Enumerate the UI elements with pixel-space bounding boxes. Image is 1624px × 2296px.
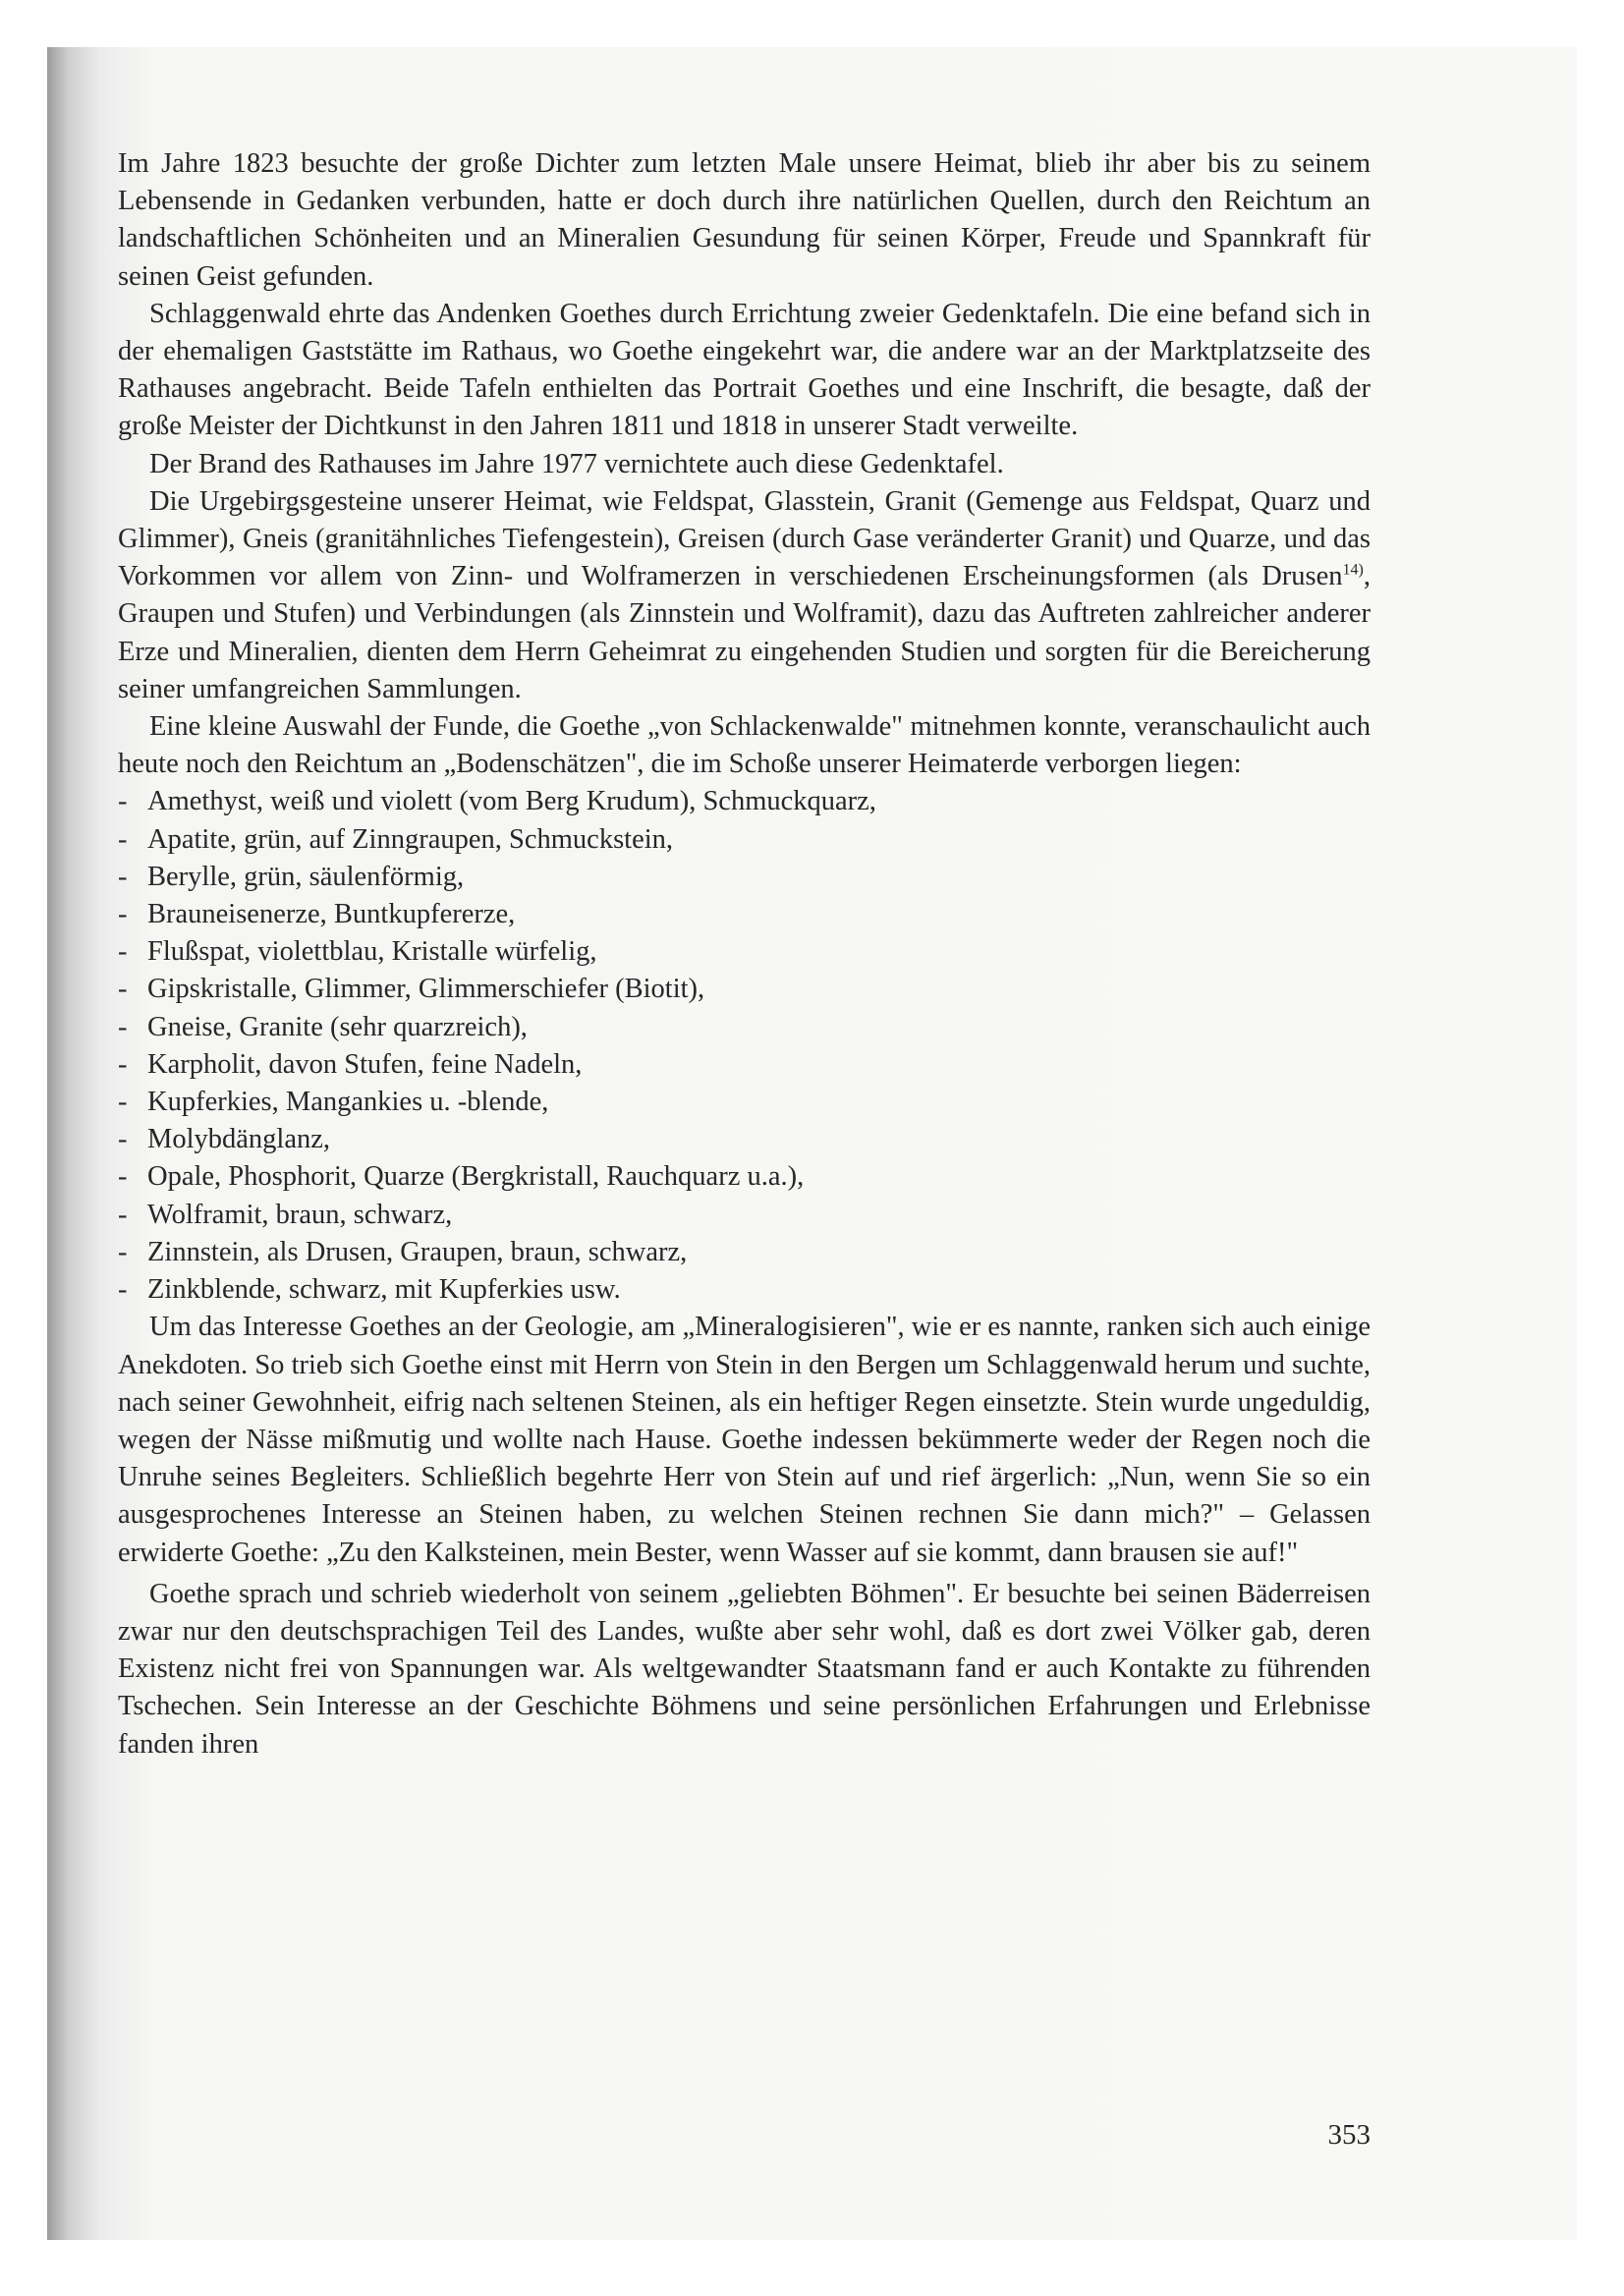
list-item-text: Zinnstein, als Drusen, Graupen, braun, schwarz, (147, 1236, 688, 1267)
list-item-text: Gipskristalle, Glimmer, Glimmerschiefer (Biotit), (147, 974, 705, 1005)
list-dash: - (118, 1199, 128, 1230)
list-dash: - (118, 1124, 128, 1155)
page-body (118, 145, 1371, 1764)
list-dash: - (118, 823, 128, 855)
paragraph-town-hall-fire: Der Brand des Rathauses im Jahre 1977 vernichtete auch diese Gedenktafel. (149, 448, 1004, 479)
page-number: 353 (1327, 2119, 1371, 2151)
paragraph-beloved-bohemia: Goethe sprach und schrieb wiederholt von seinem „geliebten Böhmen". Er besuchte bei seinen Bäderreisen zwar nur den deutschsprachigen Teil des Landes, wußte aber sehr wohl, daß es dort zwei Völker gab, deren Existenz nicht frei von Spannungen war. Als weltgewandter Staatsmann fand er auch Kontakte zu führenden Tschechen. Sein Interesse an der Geschichte Böhmens und seine persönlichen Erfahrungen und Erlebnisse fanden ihren (118, 1578, 1371, 1760)
list-item (118, 1197, 1371, 1234)
list-dash: - (118, 861, 128, 892)
list-item-text: Gneise, Granite (sehr quarzreich), (147, 1011, 528, 1042)
list-item-text: Brauneisenerze, Buntkupfererze, (147, 899, 516, 930)
list-item (118, 971, 1371, 1008)
list-item-text: Molybdänglanz, (147, 1124, 331, 1155)
list-item-text: Amethyst, weiß und violett (vom Berg Krudum), Schmuckquarz, (147, 786, 876, 817)
list-dash: - (118, 974, 128, 1005)
list-item-text: Kupferkies, Mangankies u. -blende, (147, 1087, 549, 1118)
list-item (118, 1234, 1371, 1271)
list-item-text: Berylle, grün, säulenförmig, (147, 861, 465, 892)
list-item-text: Zinkblende, schwarz, mit Kupferkies usw. (147, 1274, 621, 1306)
list-dash: - (118, 899, 128, 930)
list-item (118, 1046, 1371, 1084)
list-item (118, 1084, 1371, 1121)
list-dash: - (118, 786, 128, 817)
footnote-marker: 14) (1342, 561, 1364, 579)
list-dash: - (118, 1274, 128, 1306)
list-item (118, 821, 1371, 859)
paragraph-goethe-anecdote: Um das Interesse Goethes an der Geologie, am „Mineralogisieren", wie er es nannte, ranken sich auch einige Anekdoten. So trieb sich Goethe einst mit Herrn von Stein in den Bergen um Schlaggenwald herum und suchte, nach seiner Gewohnheit, eifrig nach seltenen Steinen, als ein heftiger Regen einsetzte. Stein wurde ungeduldig, wegen der Nässe mißmutig und wollte nach Hause. Goethe indessen bekümmerte weder der Regen noch die Unruhe seines Begleiters. Schließlich begehrte Herr von Stein auf und rief ärgerlich: „Nun, wenn Sie so ein ausgesprochenes Interesse an Steinen haben, zu welchen Steinen rechnen Sie dann mich?" – Gelassen erwiderte Goethe: „Zu den Kalksteinen, mein Bester, wenn Wasser auf sie kommt, dann brausen sie auf!" (118, 1312, 1371, 1568)
list-item (118, 1158, 1371, 1196)
list-item (118, 783, 1371, 820)
list-item (118, 933, 1371, 971)
list-item-text: Opale, Phosphorit, Quarze (Bergkristall, Rauchquarz u.a.), (147, 1161, 805, 1193)
list-item-text: Flußspat, violettblau, Kristalle würfelig, (147, 936, 597, 968)
mineral-list (118, 783, 1371, 1309)
list-dash: - (118, 1048, 128, 1080)
paragraph-finds-intro: Eine kleine Auswahl der Funde, die Goethe „von Schlackenwalde" mitnehmen konnte, veranschaulicht auch heute noch den Reichtum an „Bodenschätzen", die im Schoße unserer Heimaterde verborgen liegen: (118, 711, 1371, 780)
primary-rocks-text-start: Die Urgebirgsgesteine unserer Heimat, wie Feldspat, Glasstein, Granit (Gemenge aus Feldspat, Quarz und Glimmer), Gneis (granitähnliches Tiefengestein), Greisen (durch Gase veränderter Granit) und Quarze, und das Vorkommen vor allem von Zinn- und Wolframerzen in verschiedenen Erscheinungsformen (als Drusen (118, 485, 1371, 592)
list-item (118, 1121, 1371, 1158)
list-item-text: Wolframit, braun, schwarz, (147, 1199, 453, 1230)
paragraph-goethe-last-visit: Im Jahre 1823 besuchte der große Dichter zum letzten Male unsere Heimat, blieb ihr aber bis zu seinem Lebensende in Gedanken verbunden, hatte er doch durch ihre natürlichen Quellen, durch den Reichtum an landschaftlichen Schönheiten und an Mineralien Gesundung für seinen Körper, Freude und Spannkraft für seinen Geist gefunden. (118, 148, 1371, 292)
list-item (118, 859, 1371, 896)
paragraph-memorial-plaques: Schlaggenwald ehrte das Andenken Goethes durch Errichtung zweier Gedenktafeln. Die eine befand sich in der ehemaligen Gaststätte im Rathaus, wo Goethe eingekehrt war, die andere war an der Marktplatzseite des Rathauses angebracht. Beide Tafeln enthielten das Portrait Goethes und eine Inschrift, die besagte, daß der große Meister der Dichtkunst in den Jahren 1811 und 1818 in unserer Stadt verweilte. (118, 298, 1371, 442)
list-item-text: Karpholit, davon Stufen, feine Nadeln, (147, 1048, 583, 1080)
list-dash: - (118, 936, 128, 968)
list-dash: - (118, 1161, 128, 1193)
list-dash: - (118, 1087, 128, 1118)
list-dash: - (118, 1236, 128, 1267)
list-dash: - (118, 1011, 128, 1042)
primary-rocks-text-end: , Graupen und Stufen) und Verbindungen (als Zinnstein und Wolframit), dazu das Auftreten zahlreicher anderer Erze und Mineralien, dienten dem Herrn Geheimrat zu eingehenden Studien und sorgten für die Bereicherung seiner umfangreichen Sammlungen. (118, 561, 1371, 704)
list-item (118, 1009, 1371, 1046)
list-item (118, 896, 1371, 933)
list-item (118, 1271, 1371, 1309)
list-item-text: Apatite, grün, auf Zinngraupen, Schmuckstein, (147, 823, 674, 855)
paragraph-primary-rocks (118, 483, 1371, 708)
